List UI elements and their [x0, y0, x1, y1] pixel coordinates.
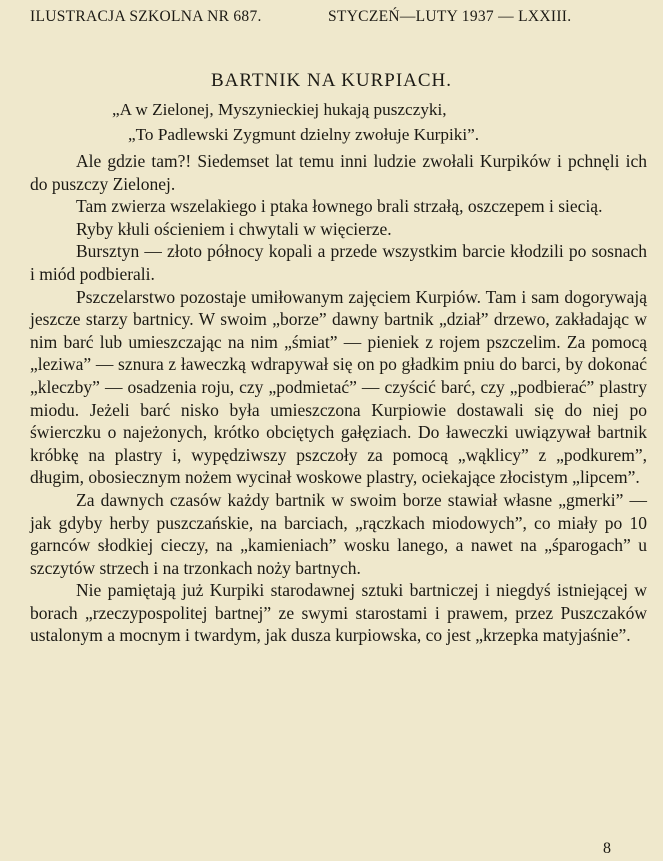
- paragraph: Ale gdzie tam?! Siedemset lat temu inni ludzie zwołali Kurpików i pchnęli ich do puszczy Zielonej.: [30, 151, 647, 194]
- paragraph: Za dawnych czasów każdy bartnik w swoim borze stawiał własne „gmerki” — jak gdyby herby puszczańskie, na barciach, „rączkach miodowych”, co miały po 10 garnców słodkiej cieczy, na „kamieniach” wosku lanego, a nawet na „śparogach” u szczytów strzech i na trzonkach noży bartnych.: [30, 489, 647, 578]
- paragraph: Pszczelarstwo pozostaje umiłowanym zajęciem Kurpiów. Tam i sam dogorywają jeszcze starzy bartnicy. W swoim „borze” dawny bartnik „dział” drzewo, zakładając w nim barć lub umieszczając na nim „śmiat” — pieniek z rojem pszczelim. Za pomocą „leziwa” — sznura z ławeczką wdrapywał się on po gładkim pniu do barci, by dokonać „kleczby” — osadzenia roju, czy „podmietać” — czyścić barć, czy „podbierać” plastry miodu. Jeżeli barć nisko była umieszczona Kurpiowie dostawali się do niej po świerczku o najeżonych, krótko obciętych gałęziach. Do ławeczki uwiązywał bartnik króbkę na plastry i, wypędziwszy pszczoły za pomocą „wąklicy” z „podkurem”, długim, obosiecznym nożem wycinał woskowe plastry, ociekające złocistym „lipcem”.: [30, 286, 647, 488]
- publication-title: ILUSTRACJA SZKOLNA NR 687.: [30, 8, 262, 25]
- verse-line: „To Padlewski Zygmunt dzielny zwołuje Kurpiki”.: [128, 125, 480, 144]
- article-title: BARTNIK NA KURPIACH.: [210, 70, 453, 91]
- paragraph: Nie pamiętają już Kurpiki starodawnej sztuki bartniczej i niegdyś istniejącej w borach „rzeczypospolitej bartnej” ze swymi starostami i prawem, przez Puszczaków ustalonym a mocnym i twardym, jak dusza kurpiowska, co jest „krzepka matyjaśnie”.: [30, 580, 647, 646]
- verse-line: „A w Zielonej, Myszynieckiej hukają puszczyki,: [112, 100, 447, 119]
- issue-date: STYCZEŃ—LUTY 1937 — LXXIII.: [328, 8, 572, 25]
- paragraph: Bursztyn — złoto północy kopali a przede wszystkim barcie kłodzili po sosnach i miód podbierali.: [30, 241, 647, 284]
- page-number: 8: [603, 840, 611, 857]
- paragraph: Ryby kłuli ościeniem i chwytali w więcierze.: [76, 218, 392, 239]
- article-body: [30, 150, 647, 647]
- paragraph: Tam zwierza wszelakiego i ptaka łownego brali strzałą, oszczepem i siecią.: [76, 196, 603, 217]
